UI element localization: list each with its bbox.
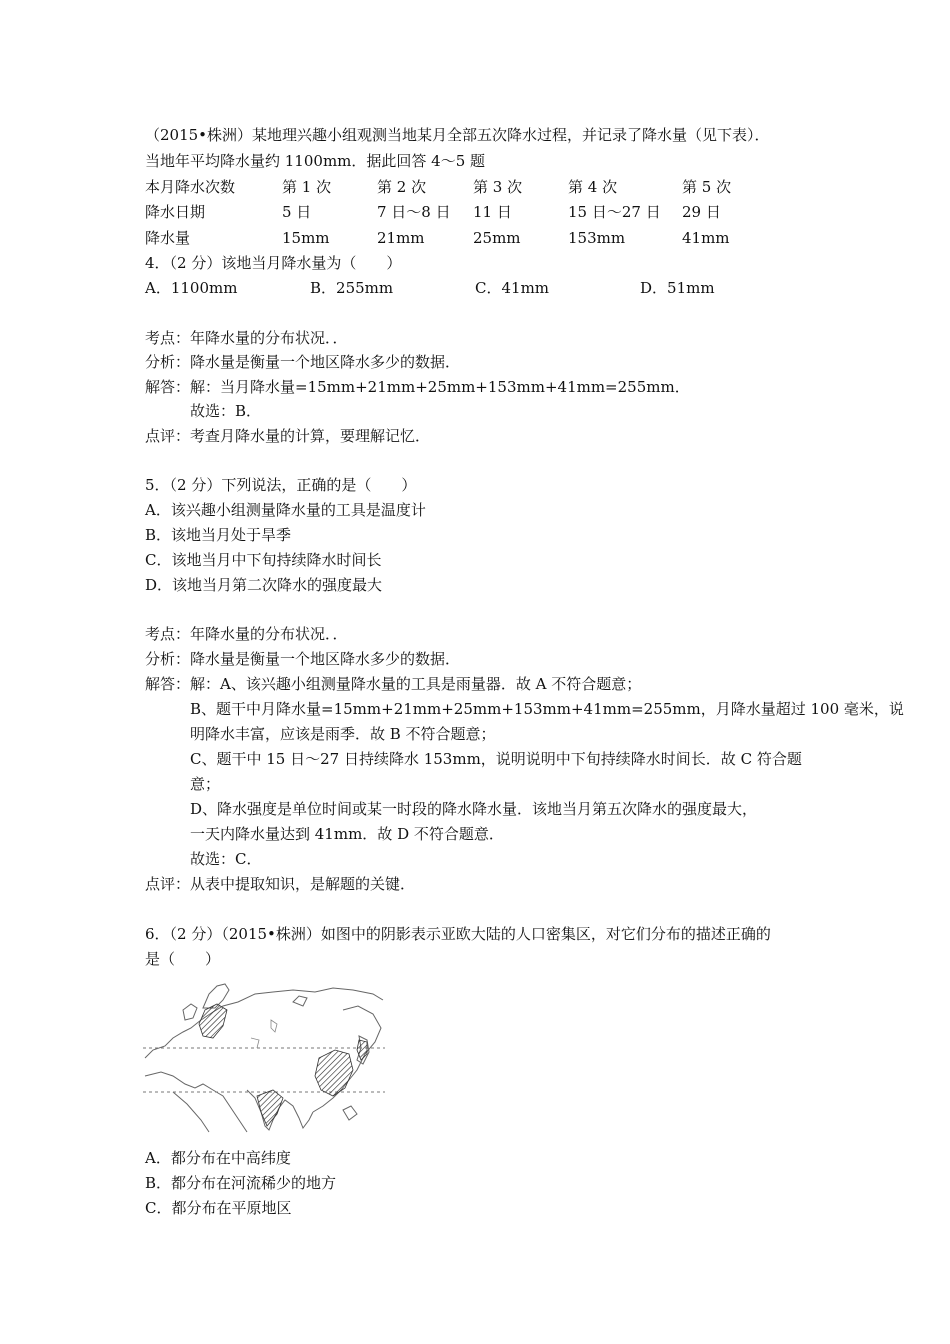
q5-option-a: A．该兴趣小组测量降水量的工具是温度计 [145,501,426,519]
q4-jieda: 解答：解：当月降水量=15mm+21mm+25mm+153mm+41mm=255mm． [145,378,690,396]
q5-answer-b-line1: B、题干中月降水量=15mm+21mm+25mm+153mm+41mm=255mm，月降水量超过 100 毫米，说 [190,700,904,718]
intro-line-2: 当地年平均降水量约 1100mm．据此回答 4～5 题 [145,152,486,170]
table-cell: 第 2 次 [377,178,427,196]
q5-dianping: 点评：从表中提取知识，是解题的关键． [145,875,416,893]
eurasia-population-map [143,980,385,1135]
table-cell: 第 3 次 [473,178,523,196]
table-cell: 29 日 [682,203,721,221]
table-cell: 7 日～8 日 [377,203,451,221]
q4-fenxi: 分析：降水量是衡量一个地区降水多少的数据． [145,353,461,371]
q5-answer-c-line1: C、题干中 15 日～27 日持续降水 153mm，说明说明中下旬持续降水时间长．故 C 符合题 [190,750,802,768]
q5-stem: 5．（2 分）下列说法，正确的是（ ） [145,476,417,494]
q4-option-c: C．41mm [475,279,550,297]
q4-kaodian: 考点：年降水量的分布状况．． [145,329,348,347]
table-cell: 第 5 次 [682,178,732,196]
table-cell: 第 1 次 [282,178,332,196]
q5-answer-b-line2: 明降水丰富，应该是雨季．故 B 不符合题意； [190,725,496,743]
q4-dianping: 点评：考查月降水量的计算，要理解记忆． [145,427,431,445]
q5-guxuan: 故选：C． [190,850,262,868]
table-cell: 41mm [682,229,730,247]
table-cell: 153mm [568,229,626,247]
q6-option-c: C．都分布在平原地区 [145,1199,292,1217]
q4-guxuan: 故选：B． [190,402,262,420]
q5-answer-d-line1: D、降水强度是单位时间或某一时段的降水降水量．该地当月第五次降水的强度最大， [190,800,758,818]
q5-jieda: 解答：解：A、该兴趣小组测量降水量的工具是雨量器．故 A 不符合题意； [145,675,642,693]
q5-answer-c-line2: 意； [190,775,221,793]
table-cell: 15mm [282,229,330,247]
q5-answer-d-line2: 一天内降水量达到 41mm．故 D 不符合题意． [190,825,504,843]
q6-option-b: B．都分布在河流稀少的地方 [145,1174,337,1192]
table-cell: 降水日期 [145,203,206,221]
table-cell: 第 4 次 [568,178,618,196]
q5-fenxi: 分析：降水量是衡量一个地区降水多少的数据． [145,650,461,668]
table-cell: 本月降水次数 [145,178,236,196]
q5-option-c: C．该地当月中下旬持续降水时间长 [145,551,382,569]
q4-stem: 4．（2 分）该地当月降水量为（ ） [145,254,402,272]
q6-option-a: A．都分布在中高纬度 [145,1149,291,1167]
q5-kaodian: 考点：年降水量的分布状况．． [145,625,348,643]
q4-option-b: B．255mm [310,279,394,297]
q6-stem-line1: 6．（2 分）（2015•株洲）如图中的阴影表示亚欧大陆的人口密集区，对它们分布的描述正确的 [145,925,771,943]
table-cell: 11 日 [473,203,512,221]
q5-option-b: B．该地当月处于旱季 [145,526,292,544]
table-cell: 15 日～27 日 [568,203,661,221]
q4-option-d: D．51mm [640,279,715,297]
intro-line-1: （2015•株洲）某地理兴趣小组观测当地某月全部五次降水过程，并记录了降水量（见下表）． [145,126,770,144]
table-cell: 5 日 [282,203,312,221]
table-cell: 21mm [377,229,425,247]
q6-stem-line2: 是（ ） [145,950,221,968]
table-cell: 降水量 [145,229,191,247]
q5-option-d: D．该地当月第二次降水的强度最大 [145,576,383,594]
table-cell: 25mm [473,229,521,247]
q4-option-a: A．1100mm [145,279,238,297]
